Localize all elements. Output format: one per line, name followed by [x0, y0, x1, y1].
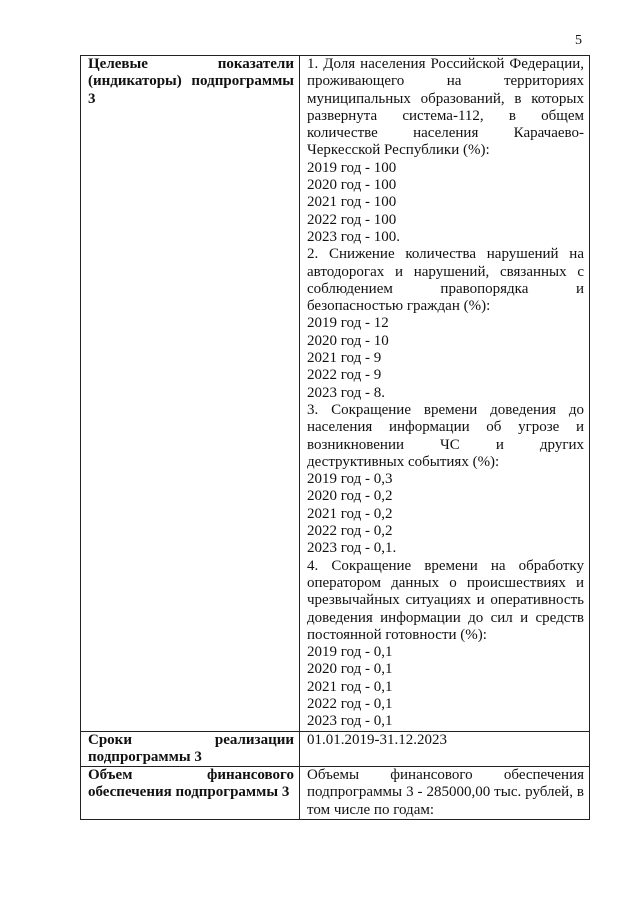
indicator-year-value: 2022 год - 0,2	[307, 523, 393, 540]
indicator-year-value: 2023 год - 100.	[307, 228, 400, 245]
table-row-target-indicators	[81, 56, 590, 732]
indicator-title: 2. Снижение количества нарушений на автодорогах и нарушений, связанных с соблюдением правопорядка и безопасностью граждан (%):	[307, 246, 584, 315]
indicator-year-value: 2022 год - 100	[307, 211, 397, 228]
indicator-year-value: 2021 год - 100	[307, 194, 397, 211]
indicator-year-value: 2023 год - 8.	[307, 384, 385, 401]
indicator-title: 1. Доля населения Российской Федерации, проживающего на территориях муниципальных образований, в которых развернута система-112, в общем количестве населения Карачаево-Черкесской Республики (%):	[307, 56, 584, 159]
indicator-block	[307, 56, 584, 246]
row-value-target-indicators	[300, 56, 590, 732]
indicator-year-value: 2021 год - 9	[307, 350, 382, 367]
indicator-year-value: 2020 год - 0,1	[307, 661, 393, 678]
row-value-financing-volume: Объемы финансового обеспечения подпрограммы 3 - 285000,00 тыс. рублей, в том числе по годам:	[300, 767, 590, 820]
indicator-title: 4. Сокращение времени на обработку оператором данных о происшествиях и чрезвычайных ситуациях и оперативность доведения информации до сил и средств постоянной готовности (%):	[307, 557, 584, 643]
row-label-implementation-period: Сроки реализации подпрограммы 3	[81, 731, 300, 767]
table-row-financing-volume	[81, 767, 590, 820]
indicator-year-value: 2022 год - 0,1	[307, 695, 393, 712]
row-value-implementation-period: 01.01.2019-31.12.2023	[300, 731, 590, 767]
page-number: 5	[575, 33, 582, 48]
indicator-title: 3. Сокращение времени доведения до населения информации об угрозе и возникновении ЧС и других деструктивных событиях (%):	[307, 401, 584, 470]
indicator-year-value: 2023 год - 0,1	[307, 713, 393, 730]
indicator-year-value: 2020 год - 0,2	[307, 488, 393, 505]
indicator-block	[307, 246, 584, 402]
indicator-year-value: 2019 год - 12	[307, 315, 389, 332]
indicator-year-value: 2021 год - 0,1	[307, 678, 393, 695]
indicator-block	[307, 402, 584, 558]
subprogram-passport-table	[80, 55, 590, 820]
indicator-year-value: 2022 год - 9	[307, 367, 382, 384]
table-row-implementation-period	[81, 731, 590, 767]
indicator-year-value: 2020 год - 10	[307, 332, 389, 349]
indicator-block	[307, 558, 584, 731]
indicator-year-value: 2020 год - 100	[307, 177, 397, 194]
indicator-year-value: 2021 год - 0,2	[307, 505, 393, 522]
row-label-financing-volume: Объем финансового обеспечения подпрограммы 3	[81, 767, 300, 820]
indicator-year-value: 2019 год - 100	[307, 159, 397, 176]
indicator-year-value: 2019 год - 0,1	[307, 644, 393, 661]
indicator-year-value: 2019 год - 0,3	[307, 471, 393, 488]
indicator-year-value: 2023 год - 0,1.	[307, 540, 397, 557]
row-label-target-indicators: Целевые показатели (индикаторы) подпрограммы 3	[81, 56, 300, 732]
